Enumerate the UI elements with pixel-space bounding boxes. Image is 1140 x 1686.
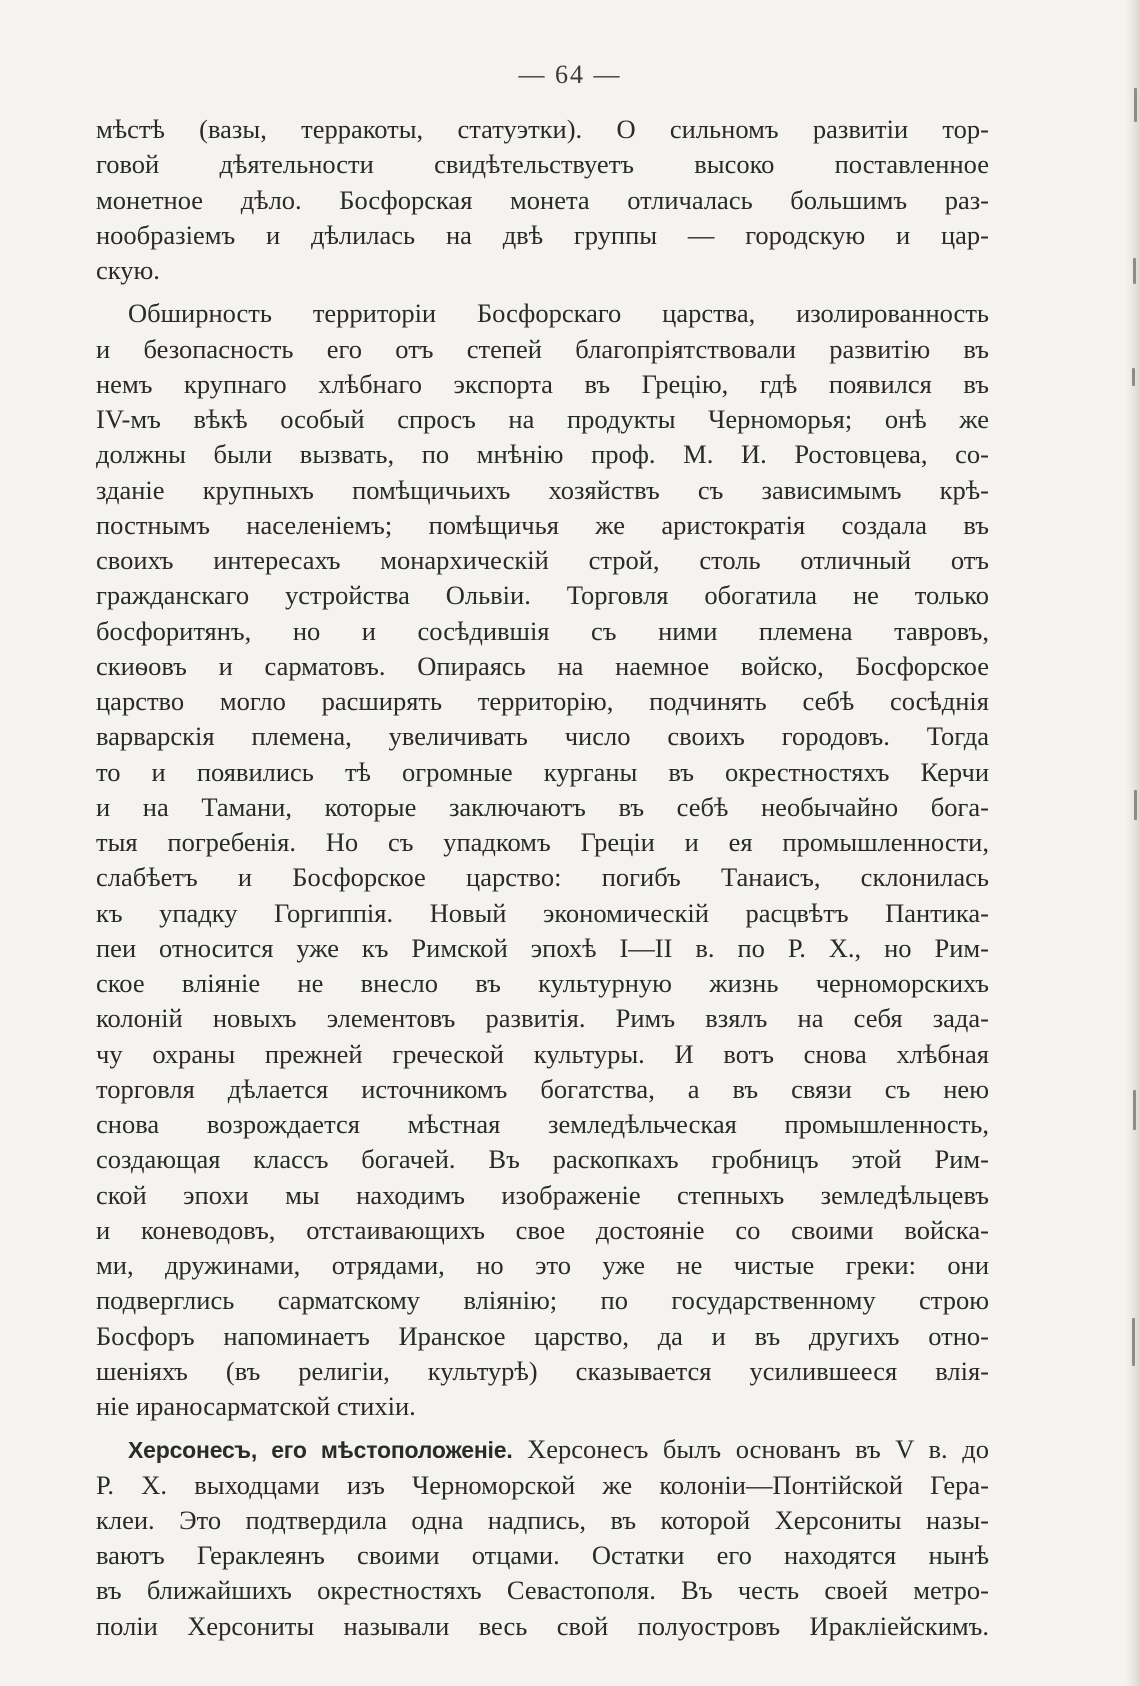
text-line: царство могло расширять территорію, подчинять себѣ сосѣднія [96,686,989,716]
text-line: и на Тамани, которые заключаютъ въ себѣ необычайно бога- [96,791,989,822]
text-line: мѣстѣ (вазы, терракоты, статуэтки). О сильномъ развитіи тор- [96,114,989,144]
main-text [96,112,989,1644]
text-line: и коневодовъ, отстаивающихъ свое достояніе со своими войска- [96,1214,989,1245]
text-line: колоній новыхъ элементовъ развитія. Римъ взялъ на себя зада- [96,1003,989,1034]
edge-mark [1132,368,1135,386]
text-line: торговля дѣлается источникомъ богатства, а въ связи съ нею [96,1073,989,1104]
text-line: создающая классъ богачей. Въ раскопкахъ гробницъ этой Рим- [96,1144,989,1175]
text-line: въ ближайшихъ окрестностяхъ Севастополя. Въ честь своей метро- [96,1575,989,1606]
paragraph-bosporan-kingdom [96,296,989,1424]
text-line: своихъ интересахъ монархическій строй, столь отличный отъ [96,545,989,575]
text-line: босфоритянъ, но и сосѣдившія съ ними племена тавровъ, [96,615,989,646]
text-line: ское вліяніе не внесло въ культурную жизнь черноморскихъ [96,968,989,998]
page-edge-shadow [1126,0,1140,1686]
heading-line-text: Херсонесъ былъ основанъ въ V в. до [527,1434,989,1465]
edge-mark [1134,790,1137,820]
text-line: ніе ираносарматской стихіи. [96,1391,416,1421]
text-line: зданіе крупныхъ помѣщичьихъ хозяйствъ съ зависимымъ крѣ- [96,474,989,505]
text-line: гражданскаго устройства Ольвіи. Торговля обогатила не только [96,580,989,611]
text-line: къ упадку Горгиппія. Новый экономическій расцвѣтъ Пантика- [96,897,989,928]
text-line: ми, дружинами, отрядами, но это уже не чистые греки: они [96,1250,989,1280]
section-heading: Херсонесъ, его мѣстоположеніе. [128,1437,513,1464]
edge-mark [1132,1318,1135,1366]
text-line: нообразіемъ и дѣлилась на двѣ группы — городскую и цар- [96,219,989,250]
text-line: слабѣетъ и Босфорское царство: погибъ Танаисъ, склонилась [96,862,989,893]
edge-mark [1134,88,1137,122]
text-line: тыя погребенія. Но съ упадкомъ Греціи и ея промышленности, [96,827,989,857]
page-number: — 64 — [518,60,622,89]
text-line: Р. Х. выходцами изъ Черноморской же колоніи—Понтійской Гера- [96,1469,989,1500]
text-line: шеніяхъ (въ религіи, культурѣ) сказывается усилившееся влія- [96,1355,989,1386]
text-line: немъ крупнаго хлѣбнаго экспорта въ Грецію, гдѣ появился въ [96,368,989,399]
text-line: пеи относится уже къ Римской эпохѣ I—II в. по Р. Х., но Рим- [96,932,989,963]
text-line: подверглись сарматскому вліянію; по государственному строю [96,1285,989,1316]
text-line: и безопасность его отъ степей благопріятствовали развитію въ [96,333,989,364]
text-line: постнымъ населеніемъ; помѣщичья же аристократія создала въ [96,509,989,540]
text-line [96,1432,989,1467]
text-line: ваютъ Гераклеянъ своими отцами. Остатки его находятся нынѣ [96,1540,989,1570]
text-line: поліи Херсониты называли весь свой полуостровъ Иракліейскимъ. [96,1610,989,1641]
text-line: то и появились тѣ огромные курганы въ окрестностяхъ Керчи [96,756,989,787]
text-line: должны были вызвать, по мнѣнію проф. М. И. Ростовцева, со- [96,439,989,470]
text-line: говой дѣятельности свидѣтельствуетъ высоко поставленное [96,149,989,180]
text-line: Обширность территоріи Босфорскаго царства, изолированность [128,298,989,329]
text-line: IV-мъ вѣкѣ особый спросъ на продукты Черноморья; онѣ же [96,404,989,434]
text-line: монетное дѣло. Босфорская монета отличалась большимъ раз- [96,184,989,215]
edge-mark [1133,258,1136,284]
text-line: скую. [96,255,160,285]
edge-mark [1133,1090,1136,1130]
text-line: ской эпохи мы находимъ изображеніе степныхъ земледѣльцевъ [96,1179,989,1210]
paragraph-chersonesus [96,1432,989,1644]
text-line: чу охраны прежней греческой культуры. И вотъ снова хлѣбная [96,1038,989,1069]
text-line: скиѳовъ и сарматовъ. Опираясь на наемное войско, Босфорское [96,650,989,681]
text-line: снова возрождается мѣстная земледѣльческая промышленность, [96,1109,989,1139]
text-line: варварскія племена, увеличивать число своихъ городовъ. Тогда [96,721,989,752]
text-line: Босфоръ напоминаетъ Иранское царство, да и въ другихъ отно- [96,1320,989,1351]
paragraph-vases-coins [96,112,989,288]
text-line: клеи. Это подтвердила одна надпись, въ которой Херсониты назы- [96,1504,989,1535]
